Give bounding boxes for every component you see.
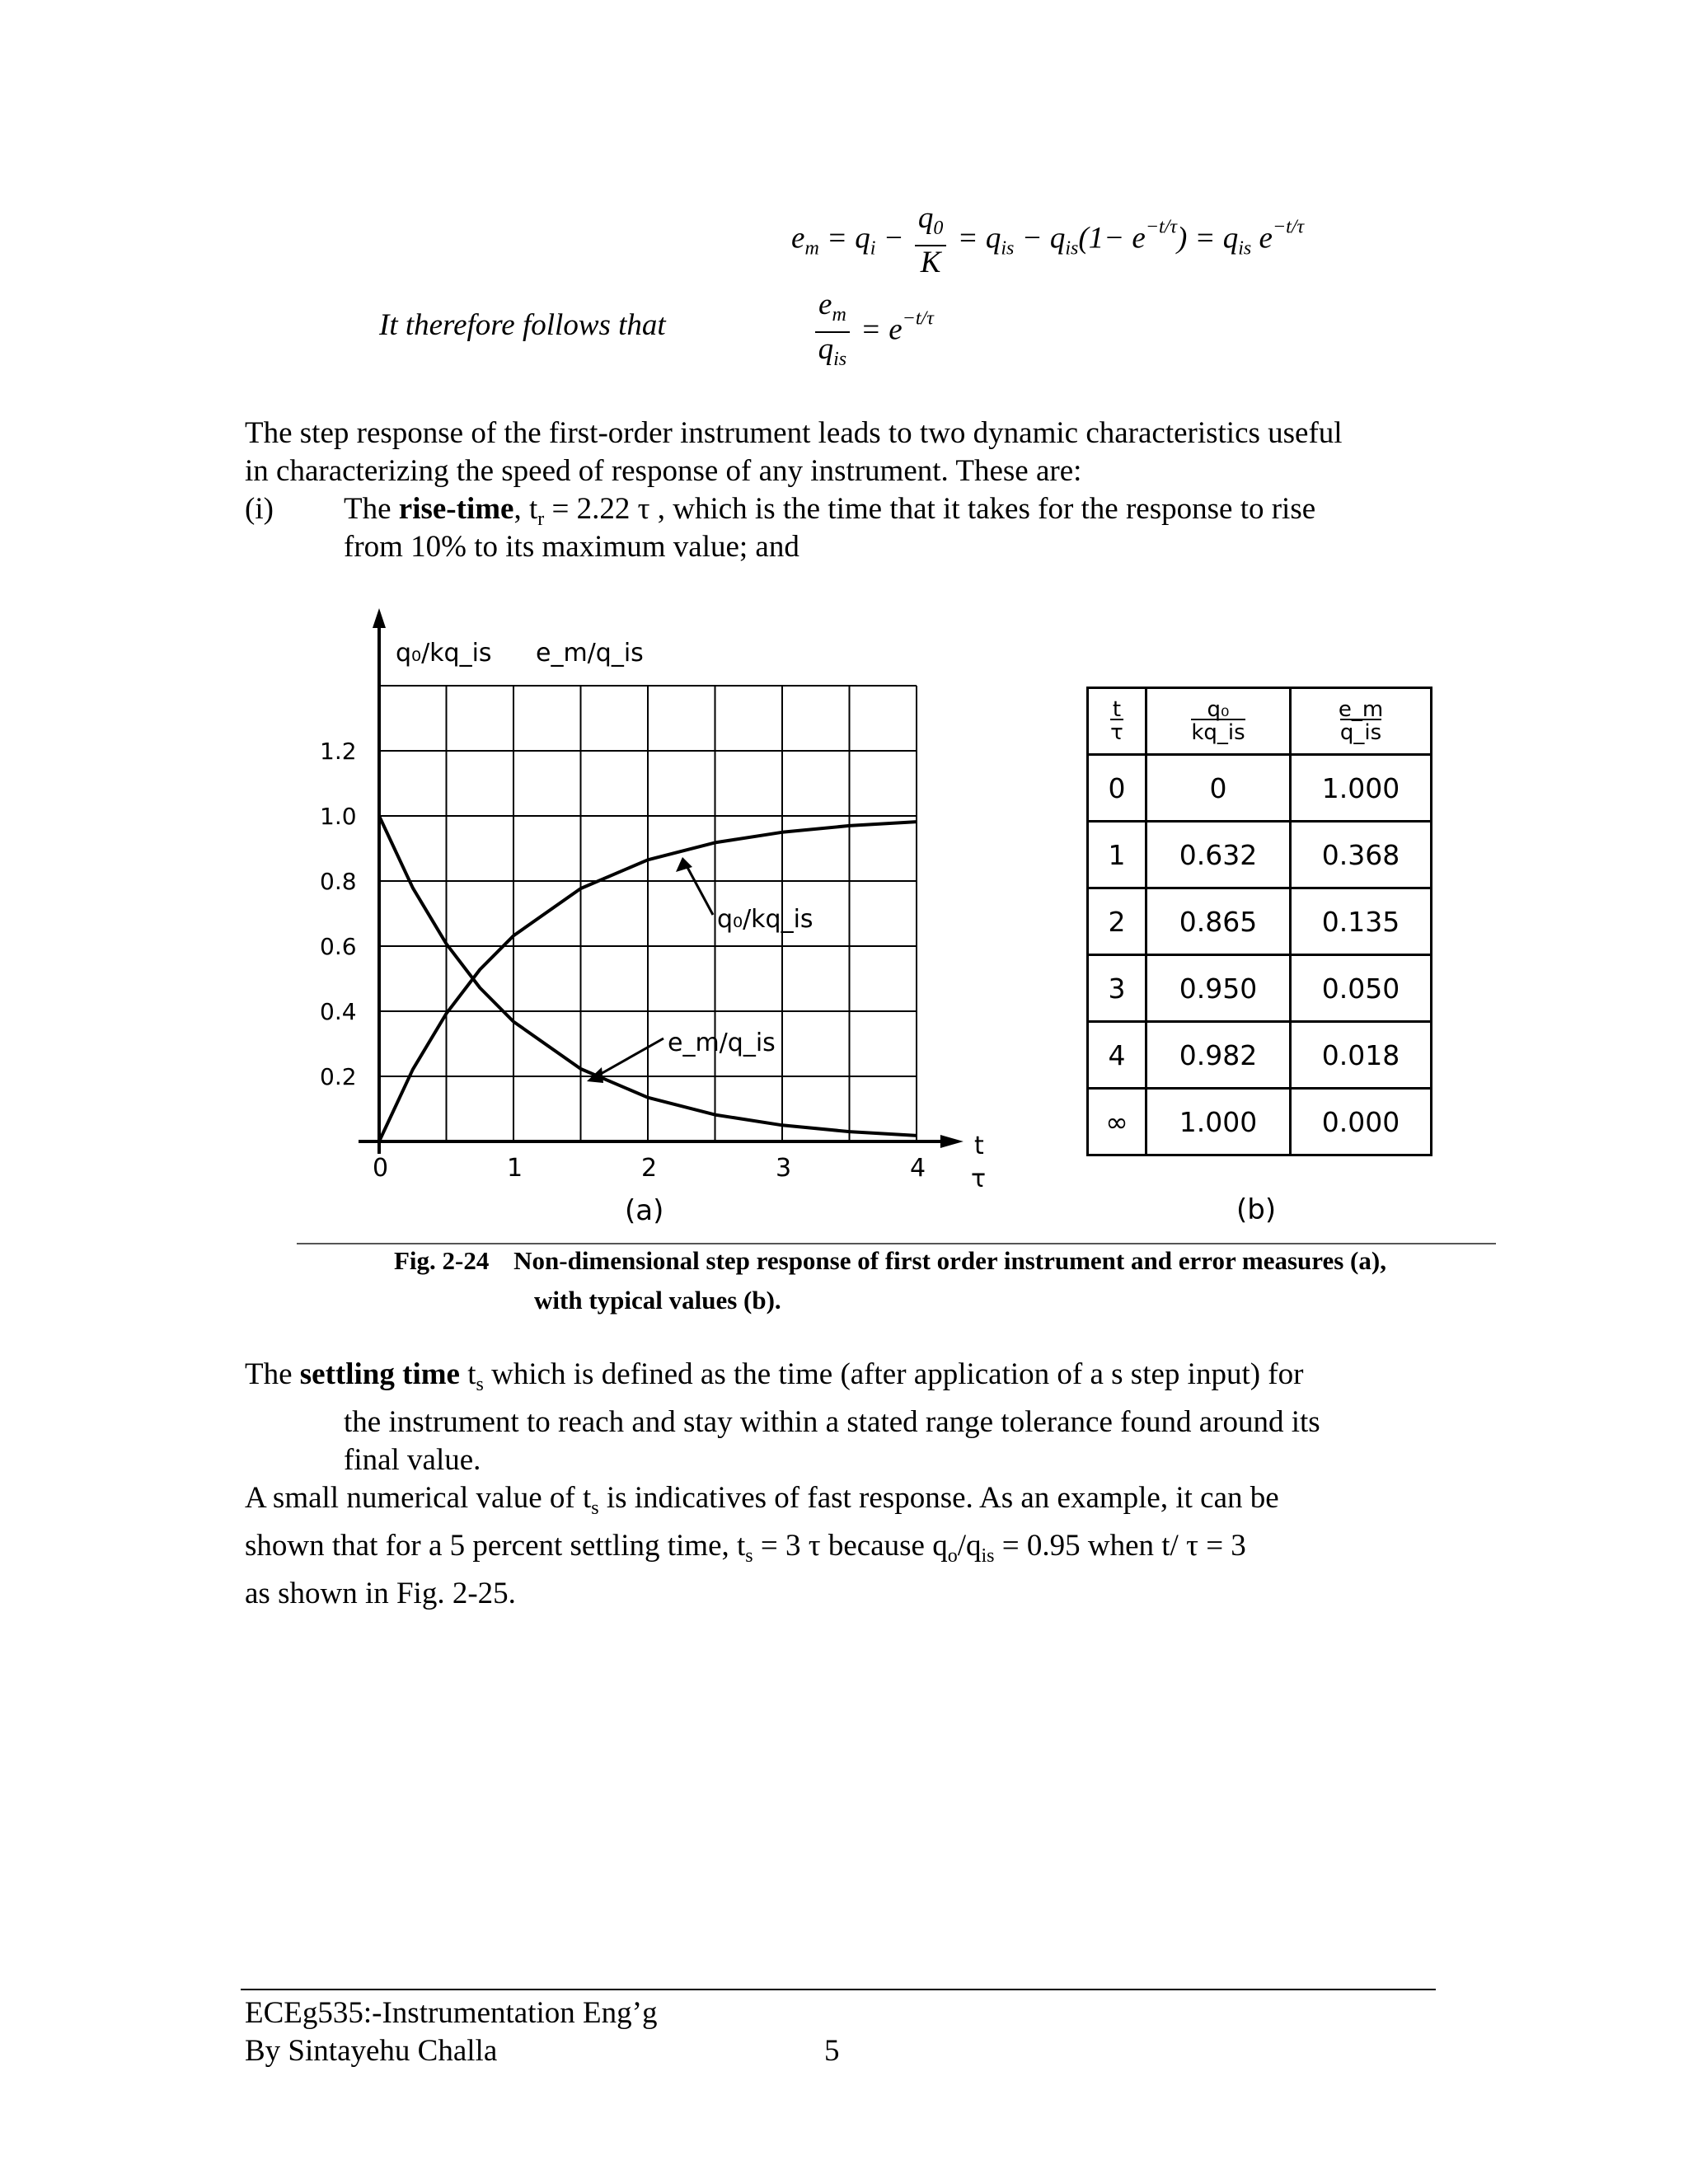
y-tick-label: 1.2 (320, 738, 357, 765)
item-label: (i) (245, 492, 274, 526)
y-axis-arrowhead (373, 608, 386, 628)
para1-item: (i) The rise-time, $t_r = 2.22$ τ , which is the time that it takes for the response to rise (245, 492, 1316, 530)
arrow-q-label (684, 861, 713, 915)
table-row: 2 0.865 0.135 (1088, 888, 1432, 955)
equation-2-lead: It therefore follows that (379, 308, 666, 342)
equation-2: $\frac{e_m}{q_{is}}$ = $e^{-t/\tau}$ (812, 288, 934, 376)
caption-number: Fig. 2-24 (394, 1246, 490, 1275)
table-row: 1 0.632 0.368 (1088, 822, 1432, 888)
table-row: 0 0 1.000 (1088, 755, 1432, 822)
header-q-ratio: q₀ kq_is (1146, 688, 1291, 755)
figure-caption (394, 1246, 1548, 1315)
rise-time-term: rise-time (398, 492, 514, 526)
para2-line1: The settling time $t_s$ which is defined as the time (after application of a s step input) for (245, 1357, 1304, 1395)
x-tick-label: 4 (910, 1154, 926, 1183)
y-tick-label: 0.2 (320, 1063, 357, 1090)
equation-1: $e_m = q_i$ − $\frac{q_0}{K}$ = $q_{is} - q_{is}(1- e^{-t/\tau}) = q_{is}$ $e^{-t/\tau}$ (791, 201, 1305, 279)
table-row: 4 0.982 0.018 (1088, 1022, 1432, 1089)
footer-page-number: 5 (824, 2034, 840, 2068)
subfigure-a-label: (a) (625, 1194, 664, 1227)
y-axis-label-e: e_m/q_is (536, 639, 644, 668)
x-tick-label: 1 (507, 1154, 523, 1183)
table-header-row (1088, 688, 1432, 755)
para2-line3: final value. (344, 1443, 481, 1477)
para2-line6: as shown in Fig. 2-25. (245, 1577, 516, 1610)
curve-label-q: q₀/kq_is (717, 905, 814, 934)
x-axis-label-tau: τ (971, 1165, 987, 1193)
caption-line-1: Non-dimensional step response of first order instrument and error measures (a), (513, 1246, 1386, 1275)
y-tick-label: 0.4 (320, 998, 357, 1025)
caption-line-2: with typical values (b). (534, 1286, 781, 1315)
x-tick-label: 3 (776, 1154, 792, 1183)
step-response-chart (288, 602, 1030, 1228)
x-tick-label: 2 (641, 1154, 658, 1183)
para1-line1: The step response of the first-order instrument leads to two dynamic characteristics useful (245, 416, 1343, 450)
para1-item-line2: from 10% to its maximum value; and (344, 530, 799, 564)
footer-author: By Sintayehu Challa (245, 2034, 498, 2068)
para1-line2: in characterizing the speed of response of any instrument. These are: (245, 454, 1082, 488)
footer-course: ECEg535:-Instrumentation Eng’g (245, 1996, 658, 2030)
curve-label-e: e_m/q_is (668, 1029, 776, 1057)
y-axis-label-q: q₀/kq_is (396, 639, 492, 668)
x-tick-label: 0 (373, 1154, 389, 1183)
footer-rule (241, 1989, 1436, 1990)
y-tick-label: 1.0 (320, 803, 357, 830)
x-tick-labels (373, 1154, 926, 1183)
header-t-tau: t τ (1088, 688, 1146, 755)
paragraph-intro (245, 415, 1448, 566)
values-table (1086, 687, 1432, 1156)
x-axis-label-t: t (974, 1132, 984, 1160)
arrow-e-label (593, 1038, 663, 1078)
para2-line5: shown that for a 5 percent settling time, $t_s = 3$ τ because $q_o/q_{is} = 0.95$ when t/ τ = 3 (245, 1529, 1246, 1567)
header-e-ratio: e_m q_is (1291, 688, 1432, 755)
arrowhead-e (587, 1067, 603, 1083)
caption-rule (297, 1243, 1496, 1244)
table-row: 3 0.950 0.050 (1088, 955, 1432, 1022)
subfigure-b-label: (b) (1236, 1193, 1277, 1226)
y-tick-label: 0.6 (320, 933, 357, 960)
table-row: ∞ 1.000 0.000 (1088, 1089, 1432, 1155)
x-axis-arrowhead (940, 1135, 964, 1148)
para2-line2: the instrument to reach and stay within a stated range tolerance found around its (344, 1405, 1320, 1439)
y-tick-label: 0.8 (320, 868, 357, 895)
chart-grid (379, 686, 917, 1141)
y-tick-labels (320, 738, 357, 1090)
paragraph-settling (245, 1356, 1448, 1613)
para2-line4: A small numerical value of $t_s$ is indicatives of fast response. As an example, it can be (245, 1481, 1279, 1519)
settling-time-term: settling time (299, 1357, 460, 1391)
